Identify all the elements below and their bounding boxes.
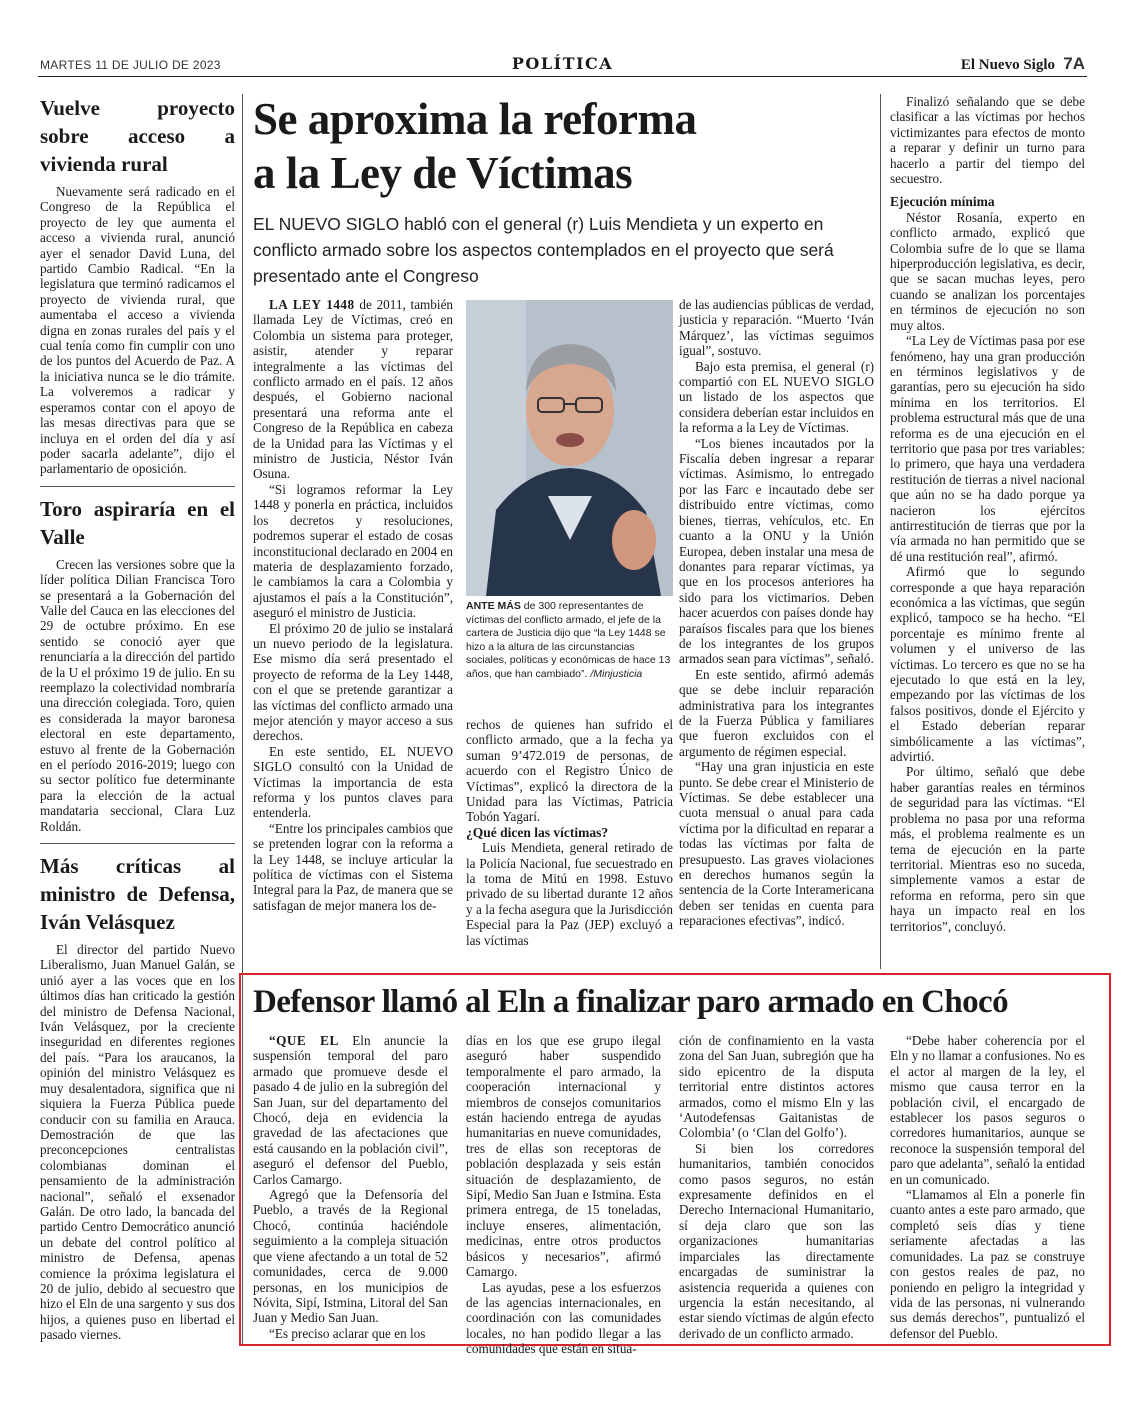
paragraph: días en los que ese grupo ilegal aseguró haber suspendido temporalmente el paro armado, la cooperación internacional y miembros de consejos comunitarios están haciendo entrega de ayudas humanitarias en nueve comunidades, tres de ellas son receptoras de población desplazada y seis están situación de desplazamiento, de Sipí, Medio San Juan e Istmina. Esta primera entrega, de 15 toneladas, incluye enseres, alimentación, medicinas, entre otros productos básicos y necesarios”, afirmó Camargo. bbox=[466, 1033, 661, 1280]
edition-date: MARTES 11 DE JULIO DE 2023 bbox=[40, 58, 221, 72]
story-paragraph: El director del partido Nuevo Liberalismo, Juan Manuel Galán, se unió ayer a las voces que en los últimos días han criticado la gestión del ministro de Defensa Nacional, Iván Velásquez, por la creciente inseguridad en diferentes regiones del país. “Para los araucanos, la opinión del ministro Velásquez es muy desalentadora, significa que ni siquiera la Fuerza Pública puede conducir con su familia en Arauca. Demostración de que las preconcepciones centralistas colombianas dominan el pensamiento de la administración nacional”, señaló el exsenador Galán. De otro lado, la bancada del partido Centro Democrático anunció un debate del control político al ministro de Defensa, apenas comience la próxima legislatura el 20 de julio, debido al secuestro que hizo el Eln de una sargento y sus dos hijos, a quienes puso en libertad el pasado viernes. bbox=[40, 942, 235, 1343]
title-line: Se aproxima la reforma bbox=[253, 94, 697, 144]
box-column-3 bbox=[679, 1033, 874, 1341]
box-title: Defensor llamó al Eln a finalizar paro armado en Chocó bbox=[253, 984, 1009, 1020]
article-photo bbox=[466, 300, 673, 596]
paragraph: En este sentido, EL NUEVO SIGLO consultó con la Unidad de Víctimas la importancia de esta reforma y los puntos claves para entenderla. bbox=[253, 743, 453, 821]
story-divider bbox=[40, 486, 235, 487]
paragraph: “Entre los principales cambios que se pretenden lograr con la reforma a la Ley 1448, se incluye articular la política de víctimas con el Sistema Integral para la Paz, de manera que se satisfagan de mejor manera los de- bbox=[253, 820, 453, 913]
newspaper-brand: El Nuevo Siglo bbox=[960, 57, 1055, 73]
paragraph: Luis Mendieta, general retirado de la Policía Nacional, fue secuestrado en la toma de Mitú en 1998. Estuvo privado de su libertad durante 12 años y a la fecha asegura que la Jurisdicción Especial para la Paz (JEP) excluyó a las víctimas bbox=[466, 840, 673, 948]
story-title: Más críticas al ministro de Defensa, Iván Velásquez bbox=[40, 854, 235, 935]
paragraph: Si bien los corredores humanitarios, también conocidos como pasos seguros, no están expresamente definidos en el Derecho Internacional Humanitario, sí deja claro que son las organizaciones humanitarias imparciales las directamente encargadas de suministrar la asistencia requerida a quienes con urgencia la están necesitando, al estar siendo víctimas de algún efecto derivado de un conflicto armado. bbox=[679, 1140, 874, 1341]
article-column-4 bbox=[890, 94, 1085, 969]
sidebar bbox=[40, 94, 235, 1343]
story-title: Toro aspiraría en el Valle bbox=[40, 496, 235, 549]
lead-text: Eln anuncie la suspensión temporal del paro armado que promueve desde el pasado 4 de julio en la subregión del San Juan, sur del departamento del Chocó, deja en evidencia la gravedad de las afectaciones que está causando en la población civil”, aseguró el defensor del Pueblo, Carlos Camargo. bbox=[253, 1033, 449, 1187]
photo-credit: /Minjusticia bbox=[590, 667, 643, 680]
paragraph: Néstor Rosanía, experto en conflicto armado, explicó que Colombia sufre de lo que se llama hiperproducción legislativa, es decir, que se sacan muchas leyes, pero cuando se analizan los porcentajes en términos de ejecución no son muy altos. bbox=[890, 209, 1085, 333]
photo-caption bbox=[466, 600, 673, 681]
box-column-4 bbox=[890, 1033, 1085, 1341]
lead-in: “QUE EL bbox=[269, 1033, 339, 1048]
caption-lead: ANTE MÁS bbox=[466, 600, 521, 612]
paragraph: Las ayudas, pese a los esfuerzos de las agencias internacionales, en coordinación con las comunidades locales, no han podido llegar a las comunidades que están en situa- bbox=[466, 1279, 661, 1357]
paragraph: Agregó que la Defensoría del Pueblo, a través de la Regional Chocó, continúa haciéndole seguimiento a la compleja situación que viene afectando a un total de 52 comunidades, cerca de 9.000 personas, en los municipios de Nóvita, Sipí, Istmina, Litoral del San Juan y Medio San Juan. bbox=[253, 1187, 448, 1326]
paragraph: “Debe haber coherencia por el Eln y no llamar a confusiones. No es el actor al margen de la ley, el mismo que causa terror en la población civil, el encargado de establecer los pasos seguros o corredores humanitarios, aunque se reconoce la suspensión temporal del paro que adelanta”, señaló la entidad en un comunicado. bbox=[890, 1033, 1085, 1187]
article-title bbox=[253, 92, 873, 200]
sidebar-story-vivienda bbox=[40, 94, 235, 477]
paragraph: Por último, señaló que debe haber garantías reales en términos de seguridad para las víctimas. “El problema no pasa por una reforma más, el problema realmente es un tema de ejecución en la parte territorial. Mientras eso no suceda, simplemente vamos a estar de reforma en reforma, pero sin que haya un impacto real en los territorios”, concluyó. bbox=[890, 764, 1085, 934]
story-divider bbox=[40, 843, 235, 844]
box-column-1 bbox=[253, 1033, 449, 1341]
article-column-3 bbox=[679, 297, 874, 969]
paragraph: Bajo esta premisa, el general (r) compartió con EL NUEVO SIGLO un listado de los aspectos que considera deberían estar incluidos en la reforma a la Ley de Víctimas. bbox=[679, 358, 874, 436]
article-deck: EL NUEVO SIGLO habló con el general (r) Luis Mendieta y un experto en conflicto armado sobre los aspectos contemplados en el proyecto que será presentado ante el Congreso bbox=[253, 214, 834, 286]
paragraph: “La Ley de Víctimas pasa por ese fenómeno, hay una gran producción en términos legislativos y de garantías, pero su ejecución ha sido mínima en los territorios. El problema estructural más que de una reforma es de una ejecución en el territorio que pasa por tres variables: lo primero, que haya una verdadera restitución de tierras a nivel nacional que aún no se ha dado porque ya nacieron los ejércitos antirrestitución de tierras que por la vía armada no han permitido que se dé una restitución real”, afirmó. bbox=[890, 333, 1085, 564]
lead-paragraph bbox=[253, 1033, 448, 1187]
caption-text: de 300 representantes de víctimas del conflicto armado, el jefe de la cartera de Justicia dijo que “la Ley 1448 se hizo a la altura de las circunstancias sociales, políticas y económicas de hace 13 años, que han cambiado”. bbox=[466, 600, 671, 680]
paragraph: “Los bienes incautados por la Fiscalía deben ingresar a reparar víctimas. Asimismo, lo entregado por las Farc e incautado debe ser distribuido entre víctimas, como bienes, tierras, vehículos, etc. En cuanto a la ONU y la Unión Europea, deben instalar una mesa de donantes para reparar víctimas, ya que en los procesos anteriores ha sido para los victimarios. Deben hacer acuerdos con países donde hay paraísos fiscales para que los bienes de los integrantes de los grupos armados sean para víctimas”, señaló. bbox=[679, 435, 874, 667]
paragraph: El próximo 20 de julio se instalará un nuevo periodo de la legislatura. Ese mismo día será presentado el proyecto de reforma de la Ley 1448, con el que se pretende garantizar a las víctimas del conflicto armado una mejor atención y mayor acceso a sus derechos. bbox=[253, 620, 453, 744]
article-column-1 bbox=[253, 297, 453, 967]
paragraph: de las audiencias públicas de verdad, justicia y reparación. “Muerto ‘Iván Márquez’, las víctimas seguimos igual”, sostuvo. bbox=[679, 297, 874, 359]
lead-in: LA LEY 1448 bbox=[269, 297, 355, 312]
story-title: Vuelve proyecto sobre acceso a vivienda rural bbox=[40, 96, 235, 176]
sidebar-story-defensa bbox=[40, 852, 235, 1343]
section-name: POLÍTICA bbox=[511, 54, 614, 73]
paragraph: Finalizó señalando que se debe clasificar a las víctimas por hechos victimizantes para efectos de monto a reparar y definir un turno para hacerlo a partir del tiempo del secuestro. bbox=[890, 94, 1085, 187]
subhead: Ejecución mínima bbox=[890, 194, 995, 210]
paragraph: “Si logramos reformar la Ley 1448 y ponerla en práctica, incluidos los decretos y resoluciones, podremos superar el estado de cosas inconstitucional declarado en 2004 en materia de desplazamiento forzado, le cambiamos la cara a Colombia y ajustamos el país a la Constitución”, aseguró el ministro de Justicia. bbox=[253, 481, 453, 621]
portrait-illustration bbox=[466, 300, 673, 596]
box-column-2 bbox=[466, 1033, 661, 1357]
paragraph: Afirmó que lo segundo corresponde a que haya reparación económica a las víctimas, que según explicó, tampoco se ha hecho. “El porcentaje es mínimo frente al volumen y el universo de las víctimas. Lo tercero es que no se ha ejecutado lo que está en la ley, empezando por las víctimas de los falsos positivos, donde el Ejército y el Estado deberían reparar simbólicamente a las víctimas”, advirtió. bbox=[890, 564, 1085, 765]
subhead: ¿Qué dicen las víctimas? bbox=[466, 824, 609, 840]
paragraph: “Es preciso aclarar que en los bbox=[269, 1325, 426, 1341]
page-number: 7A bbox=[1063, 54, 1085, 73]
header-rule bbox=[38, 76, 1087, 77]
column-divider bbox=[880, 94, 881, 969]
paragraph: “Hay una gran injusticia en este punto. Se debe crear el Ministerio de Víctimas. Se debe establecer una cuota mensual o anual para cada víctima por la dificultad en reparar a todas las víctimas por falta de presupuesto. Las graves violaciones en derechos humanos según la sentencia de la Corte Interamericana deben ser tenidas en cuenta para reparaciones efectivas”, indicó. bbox=[679, 759, 874, 929]
lead-paragraph bbox=[253, 297, 453, 482]
story-paragraph: Nuevamente será radicado en el Congreso de la República el proyecto de ley que aumenta el acceso a vivienda rural, anunció ayer el senador David Luna, del partido Cambio Radical. “En la legislatura que terminó radicamos el proyecto de vivienda rural, que aumentaba el acceso a vivienda digna en zonas rurales del país y el cual tenía como fin cumplir con uno de los puntos del Acuerdo de Paz. A la iniciativa nunca se le dio trámite. La volveremos a radicar y esperamos contar con el apoyo de las mesas directivas para que se incluya en el orden del día y así poder sacarla adelante”, dijo el parlamentario de oposición. bbox=[40, 184, 235, 477]
paragraph: rechos de quienes han sufrido el conflicto armado, que a la fecha ya suman 9’472.019 de personas, de acuerdo con el Registro Único de Víctimas”, explicó la directora de la Unidad para las Víctimas, Patricia Tobón Yagarí. bbox=[466, 717, 673, 825]
paragraph: En este sentido, afirmó además que se debe incluir reparación administrativa para los integrantes de la Fuerza Pública y familiares que fueron excluidos con el argumento de régimen especial. bbox=[679, 666, 874, 759]
paragraph: “Llamamos al Eln a ponerle fin cuanto antes a este paro armado, que completó seis días y tiene seriamente afectadas a las comunidades. La paz se construye con gestos reales de paz, no poniendo en peligro la integridad y vida de las personas, ni vulnerando sus demás derechos”, puntualizó el defensor del Pueblo. bbox=[890, 1187, 1085, 1341]
article-column-2 bbox=[466, 717, 673, 969]
title-line: a la Ley de Víctimas bbox=[253, 148, 633, 198]
paragraph: ción de confinamiento en la vasta zona del San Juan, subregión que ha sido epicentro de la disputa territorial entre distintos actores armados, como el mismo Eln y las ‘Autodefensas Gaitanistas de Colombia’ (o ‘Clan del Golfo’). bbox=[679, 1033, 874, 1141]
lead-text: de 2011, también llamada Ley de Víctimas, creó en Colombia un sistema para proteger, asistir, atender y reparar integralmente a las víctimas del conflicto armado en el país. 12 años después, el Gobierno nacional presentará una reforma ante el Congreso de la República en cabeza de la Unidad para las Víctimas y el ministro de Justicia, Néstor Iván Osuna. bbox=[253, 297, 454, 482]
story-paragraph: Crecen las versiones sobre que la líder política Dilian Francisca Toro se presentará a la Gobernación del Valle del Cauca en las elecciones del 29 de octubre próximo. En ese sentido se conoció ayer que renunciaría a la dirección del partido de la U el próximo 19 de julio. En su reemplazo la colectividad nombraría una dirección colegiada. Toro, quien es considerada la mayor baronesa electoral en este departamento, estuvo al frente de la Gobernación en el período 2016-2019; luego con su sector político fue determinante para la elección de la actual mandataria seccional, Clara Luz Roldán. bbox=[40, 556, 235, 834]
sidebar-story-toro bbox=[40, 495, 235, 834]
